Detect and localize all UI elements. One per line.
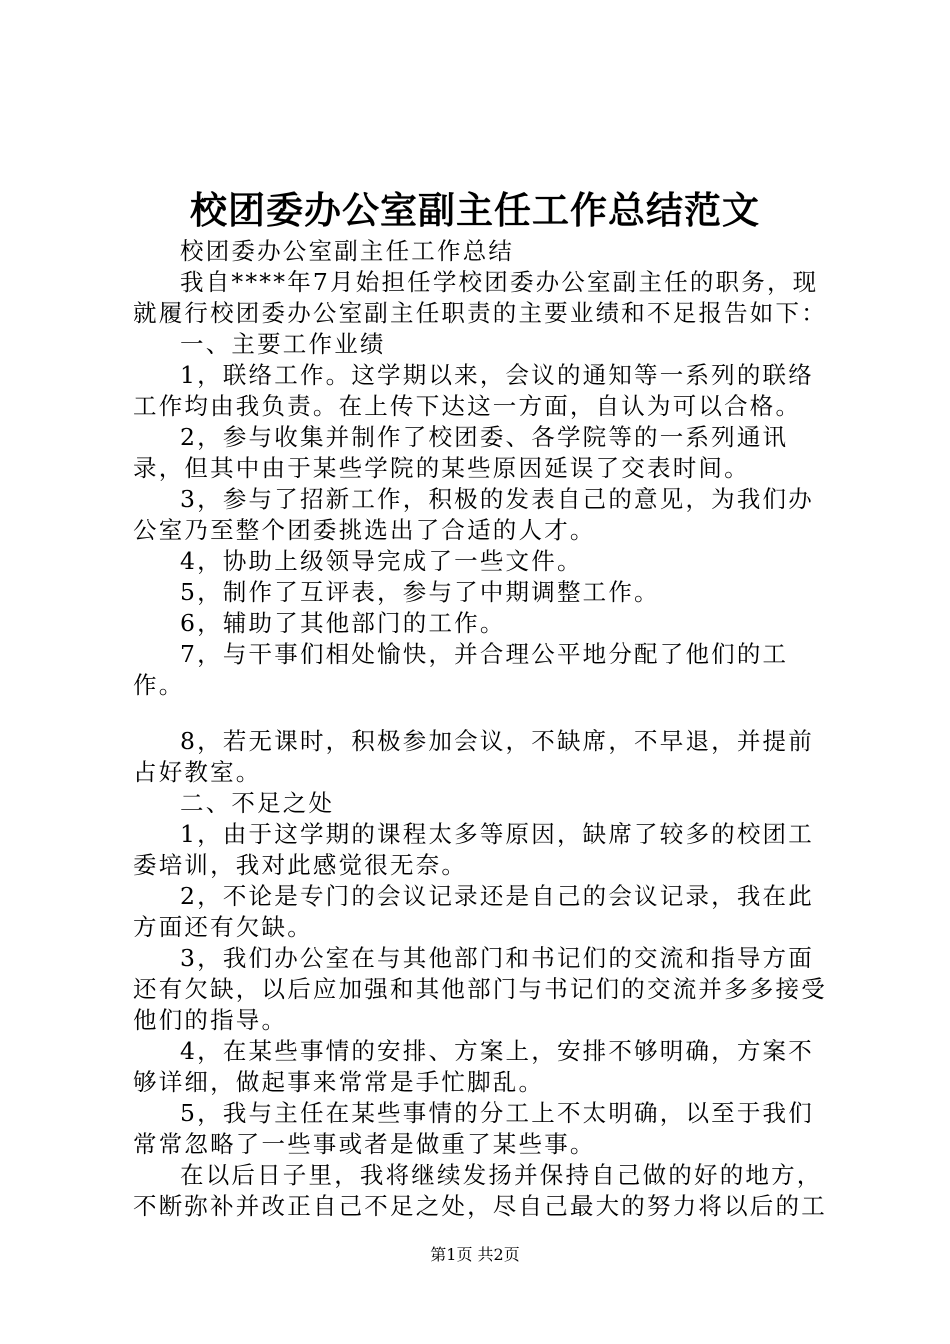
paragraph-shortcoming-2: 2，不论是专门的会议记录还是自己的会议记录，我在此方面还有欠缺。 — [133, 882, 814, 941]
paragraph-achievement-8: 8，若无课时，积极参加会议，不缺席，不早退，并提前占好教室。 — [133, 727, 814, 786]
paragraph-subtitle: 校团委办公室副主任工作总结 — [180, 237, 515, 265]
paragraph-achievement-3: 3，参与了招新工作，积极的发表自己的意见，为我们办公室乃至整个团委挑选出了合适的人才。 — [133, 485, 814, 544]
paragraph-shortcoming-1: 1，由于这学期的课程太多等原因，缺席了较多的校团工委培训，我对此感觉很无奈。 — [133, 820, 814, 879]
paragraph-achievement-7: 7，与干事们相处愉快，并合理公平地分配了他们的工作。 — [133, 640, 789, 699]
paragraph-conclusion: 在以后日子里，我将继续发扬并保持自己做的好的地方，不断弥补并改正自己不足之处，尽自己最大的努力将以后的工 — [133, 1161, 827, 1220]
paragraph-shortcoming-5: 5，我与主任在某些事情的分工上不太明确，以至于我们常常忽略了一些事或者是做重了某些事。 — [133, 1099, 814, 1158]
document-body — [133, 236, 833, 1222]
paragraph-shortcoming-3: 3，我们办公室在与其他部门和书记们的交流和指导方面还有欠缺，以后应加强和其他部门与书记们的交流并多多接受他们的指导。 — [133, 944, 827, 1034]
document-title: 校团委办公室副主任工作总结范文 — [190, 188, 760, 232]
paragraph-shortcoming-4: 4，在某些事情的安排、方案上，安排不够明确，方案不够详细，做起事来常常是手忙脚乱。 — [133, 1037, 814, 1096]
section-heading-achievements: 一、主要工作业绩 — [180, 330, 386, 358]
section-heading-shortcomings: 二、不足之处 — [180, 789, 335, 817]
paragraph-achievement-1: 1，联络工作。这学期以来，会议的通知等一系列的联络工作均由我负责。在上传下达这一方面，自认为可以合格。 — [133, 361, 814, 420]
paragraph-achievement-5: 5，制作了互评表，参与了中期调整工作。 — [180, 578, 660, 606]
paragraph-achievement-2: 2，参与收集并制作了校团委、各学院等的一系列通讯录，但其中由于某些学院的某些原因延误了交表时间。 — [133, 423, 789, 482]
paragraph-achievement-4: 4，协助上级领导完成了一些文件。 — [180, 547, 583, 575]
paragraph-achievement-6: 6，辅助了其他部门的工作。 — [180, 609, 506, 637]
paragraph-intro: 我自****年7月始担任学校团委办公室副主任的职务，现就履行校团委办公室副主任职责的主要业绩和不足报告如下： — [133, 268, 827, 327]
page-footer: 第1页 共2页 — [430, 1245, 520, 1264]
